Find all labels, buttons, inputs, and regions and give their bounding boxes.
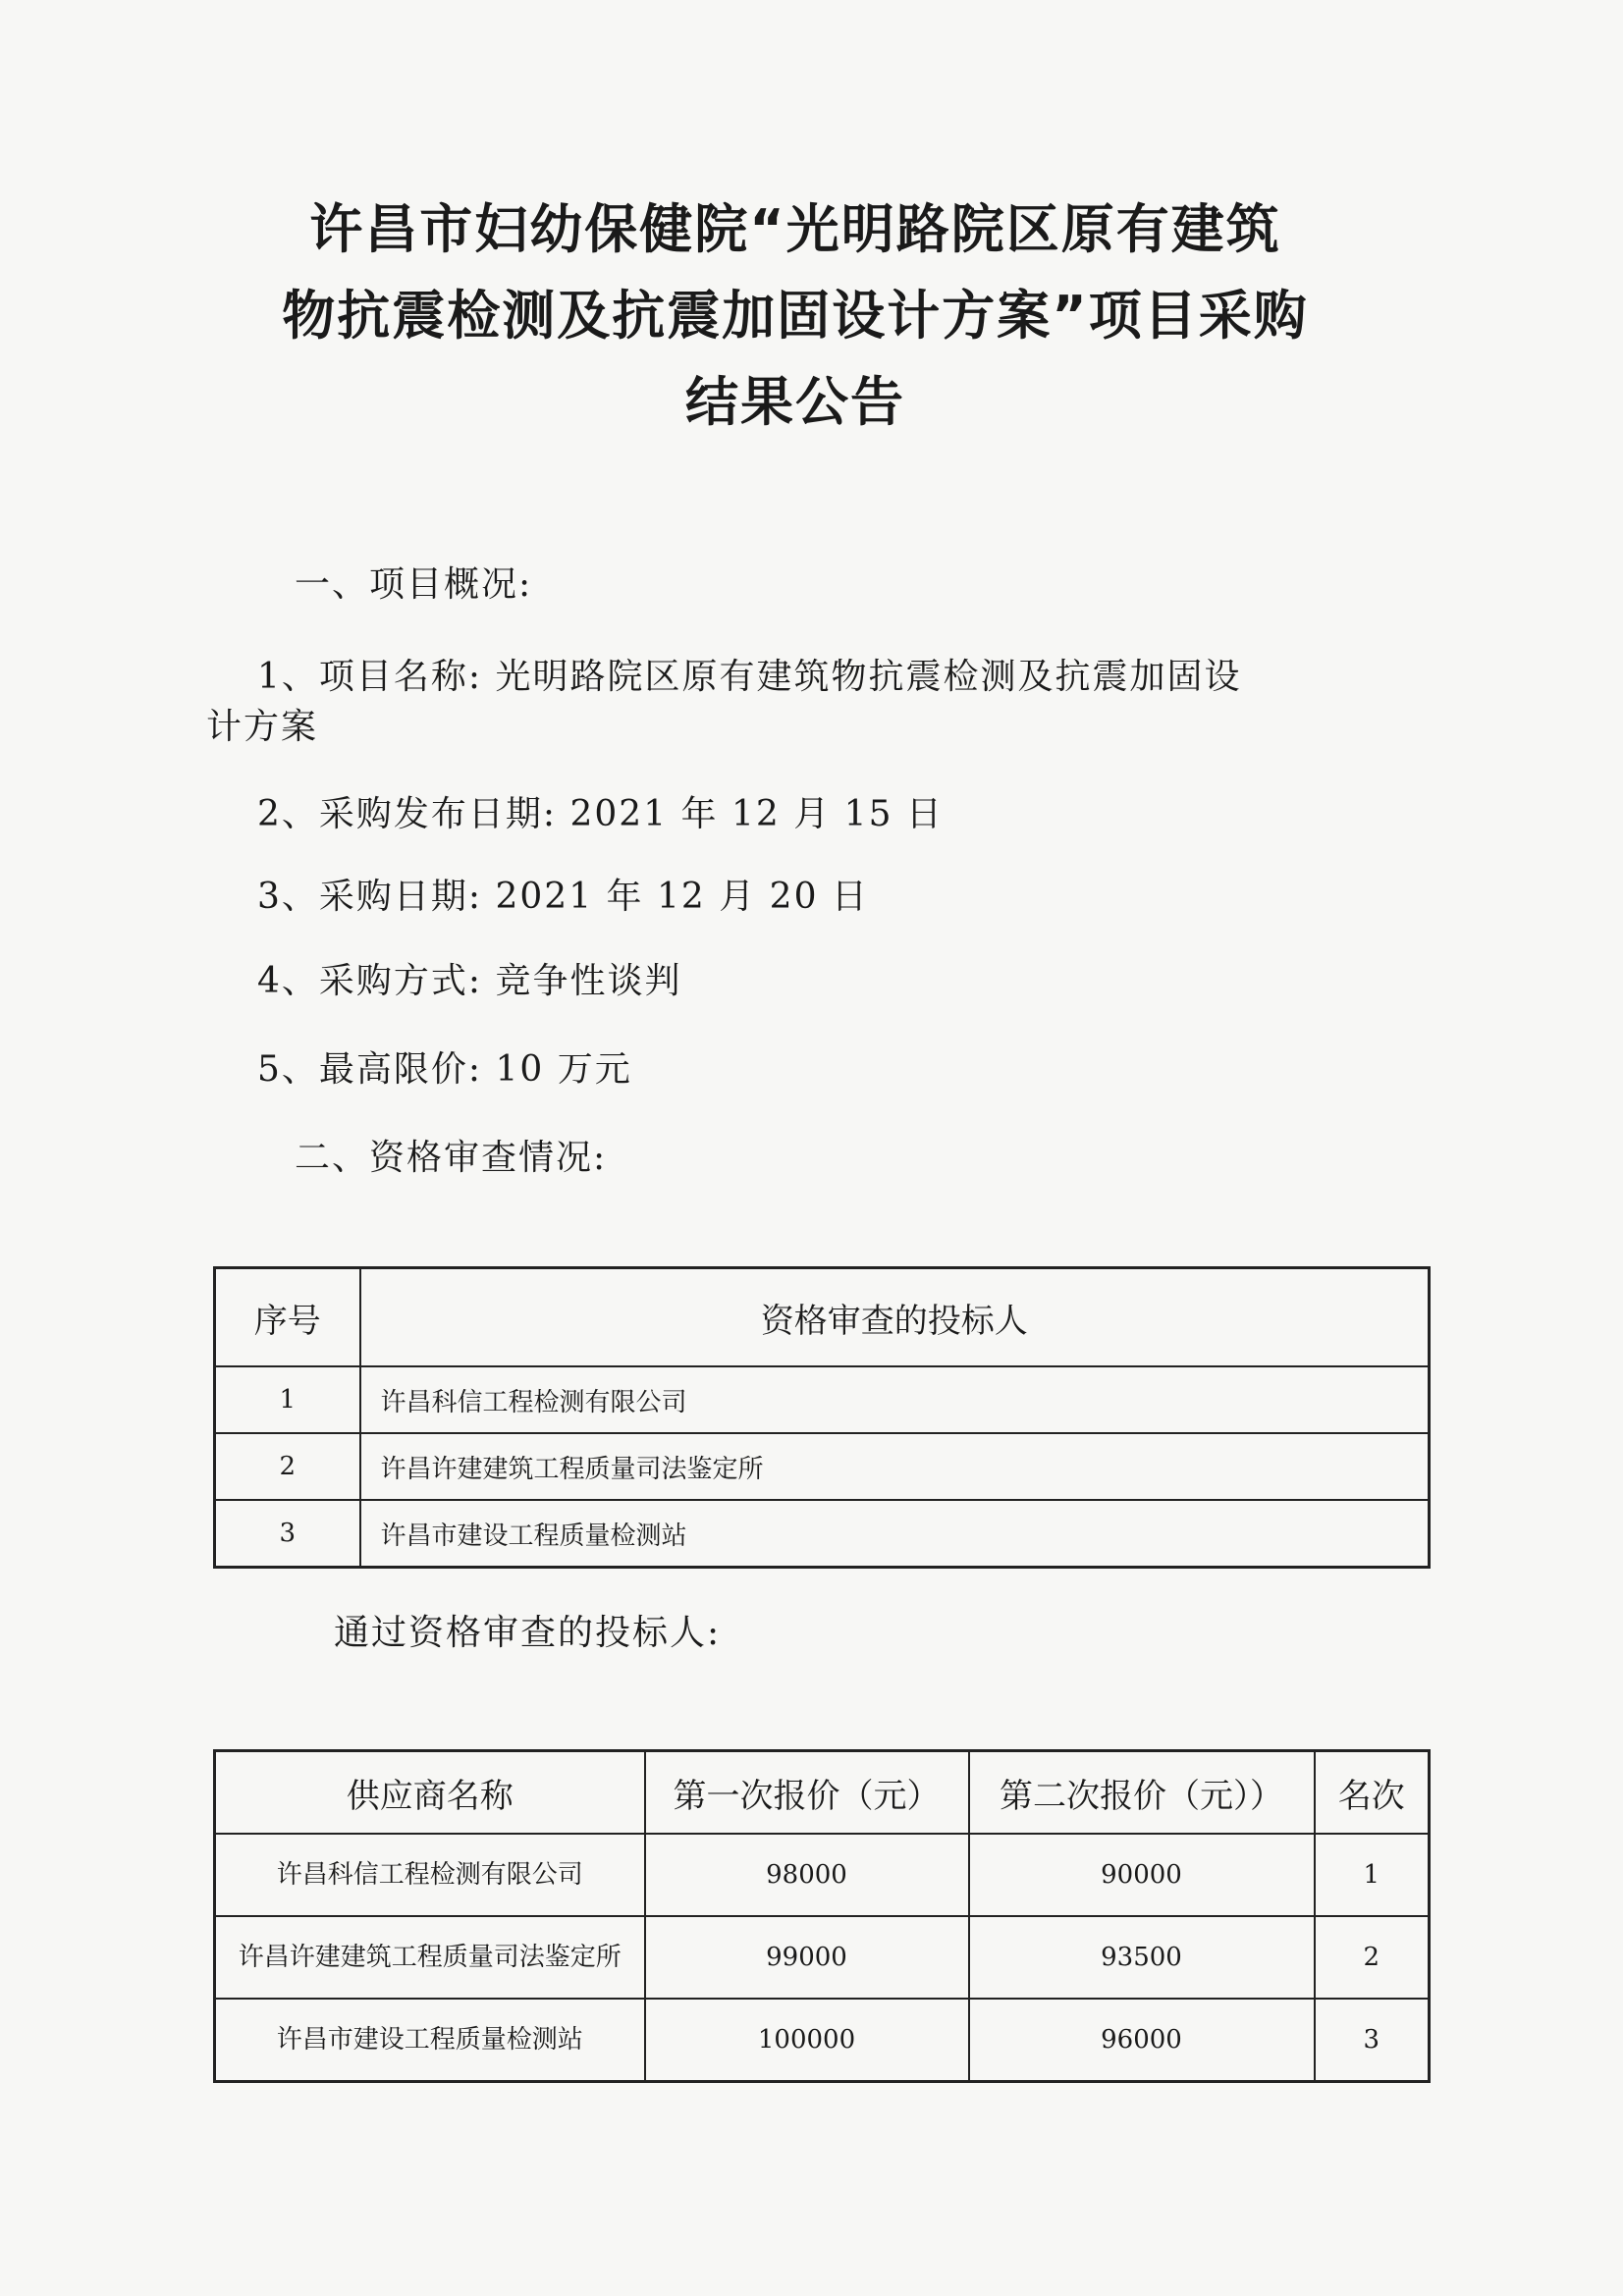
cell-supplier: 许昌许建建筑工程质量司法鉴定所	[215, 1916, 645, 1999]
cell-bidder: 许昌许建建筑工程质量司法鉴定所	[360, 1433, 1430, 1500]
cell-second-quote: 96000	[969, 1999, 1315, 2082]
table-header-row	[215, 1268, 1430, 1367]
section-heading-overview: 一、项目概况:	[295, 564, 533, 605]
table-row	[215, 1999, 1430, 2082]
cell-first-quote: 99000	[645, 1916, 969, 1999]
cell-first-quote: 100000	[645, 1999, 969, 2082]
section-heading-qualification: 二、资格审查情况:	[295, 1138, 608, 1178]
cell-rank: 1	[1315, 1834, 1430, 1916]
cell-index: 1	[215, 1366, 360, 1433]
cell-second-quote: 93500	[969, 1916, 1315, 1999]
cell-first-quote: 98000	[645, 1834, 969, 1916]
cell-second-quote: 90000	[969, 1834, 1315, 1916]
header-cell-index: 序号	[215, 1268, 360, 1367]
header-cell-supplier: 供应商名称	[215, 1751, 645, 1835]
table-header-row	[215, 1751, 1430, 1835]
cell-index: 3	[215, 1500, 360, 1568]
title-line-3: 结果公告	[685, 371, 905, 433]
cell-supplier: 许昌科信工程检测有限公司	[215, 1834, 645, 1916]
cell-supplier: 许昌市建设工程质量检测站	[215, 1999, 645, 2082]
qualification-table	[213, 1266, 1431, 1569]
item-procurement-date: 3、采购日期: 2021 年 12 月 20 日	[257, 877, 869, 917]
header-cell-second-quote: 第二次报价（元））	[969, 1751, 1315, 1835]
cell-bidder: 许昌市建设工程质量检测站	[360, 1500, 1430, 1568]
item-project-name-continued: 计方案	[206, 707, 319, 747]
table-row	[215, 1916, 1430, 1999]
page-title	[221, 187, 1370, 446]
results-table	[213, 1749, 1431, 2083]
cell-rank: 3	[1315, 1999, 1430, 2082]
cell-rank: 2	[1315, 1916, 1430, 1999]
passed-bidders-heading: 通过资格审查的投标人:	[334, 1613, 722, 1653]
header-cell-rank: 名次	[1315, 1751, 1430, 1835]
cell-bidder: 许昌科信工程检测有限公司	[360, 1366, 1430, 1433]
title-line-1: 许昌市妇幼保健院“光明路院区原有建筑	[309, 198, 1281, 260]
header-cell-bidder: 资格审查的投标人	[360, 1268, 1430, 1367]
item-max-price: 5、最高限价: 10 万元	[257, 1049, 632, 1090]
table-row	[215, 1366, 1430, 1433]
title-line-2: 物抗震检测及抗震加固设计方案”项目采购	[282, 285, 1309, 347]
item-publish-date: 2、采购发布日期: 2021 年 12 月 15 日	[257, 794, 944, 834]
header-cell-first-quote: 第一次报价（元）	[645, 1751, 969, 1835]
table-row	[215, 1500, 1430, 1568]
table-row	[215, 1834, 1430, 1916]
item-procurement-method: 4、采购方式: 竞争性谈判	[257, 961, 682, 1001]
item-project-name: 1、项目名称: 光明路院区原有建筑物抗震检测及抗震加固设	[257, 657, 1242, 697]
table-row	[215, 1433, 1430, 1500]
cell-index: 2	[215, 1433, 360, 1500]
